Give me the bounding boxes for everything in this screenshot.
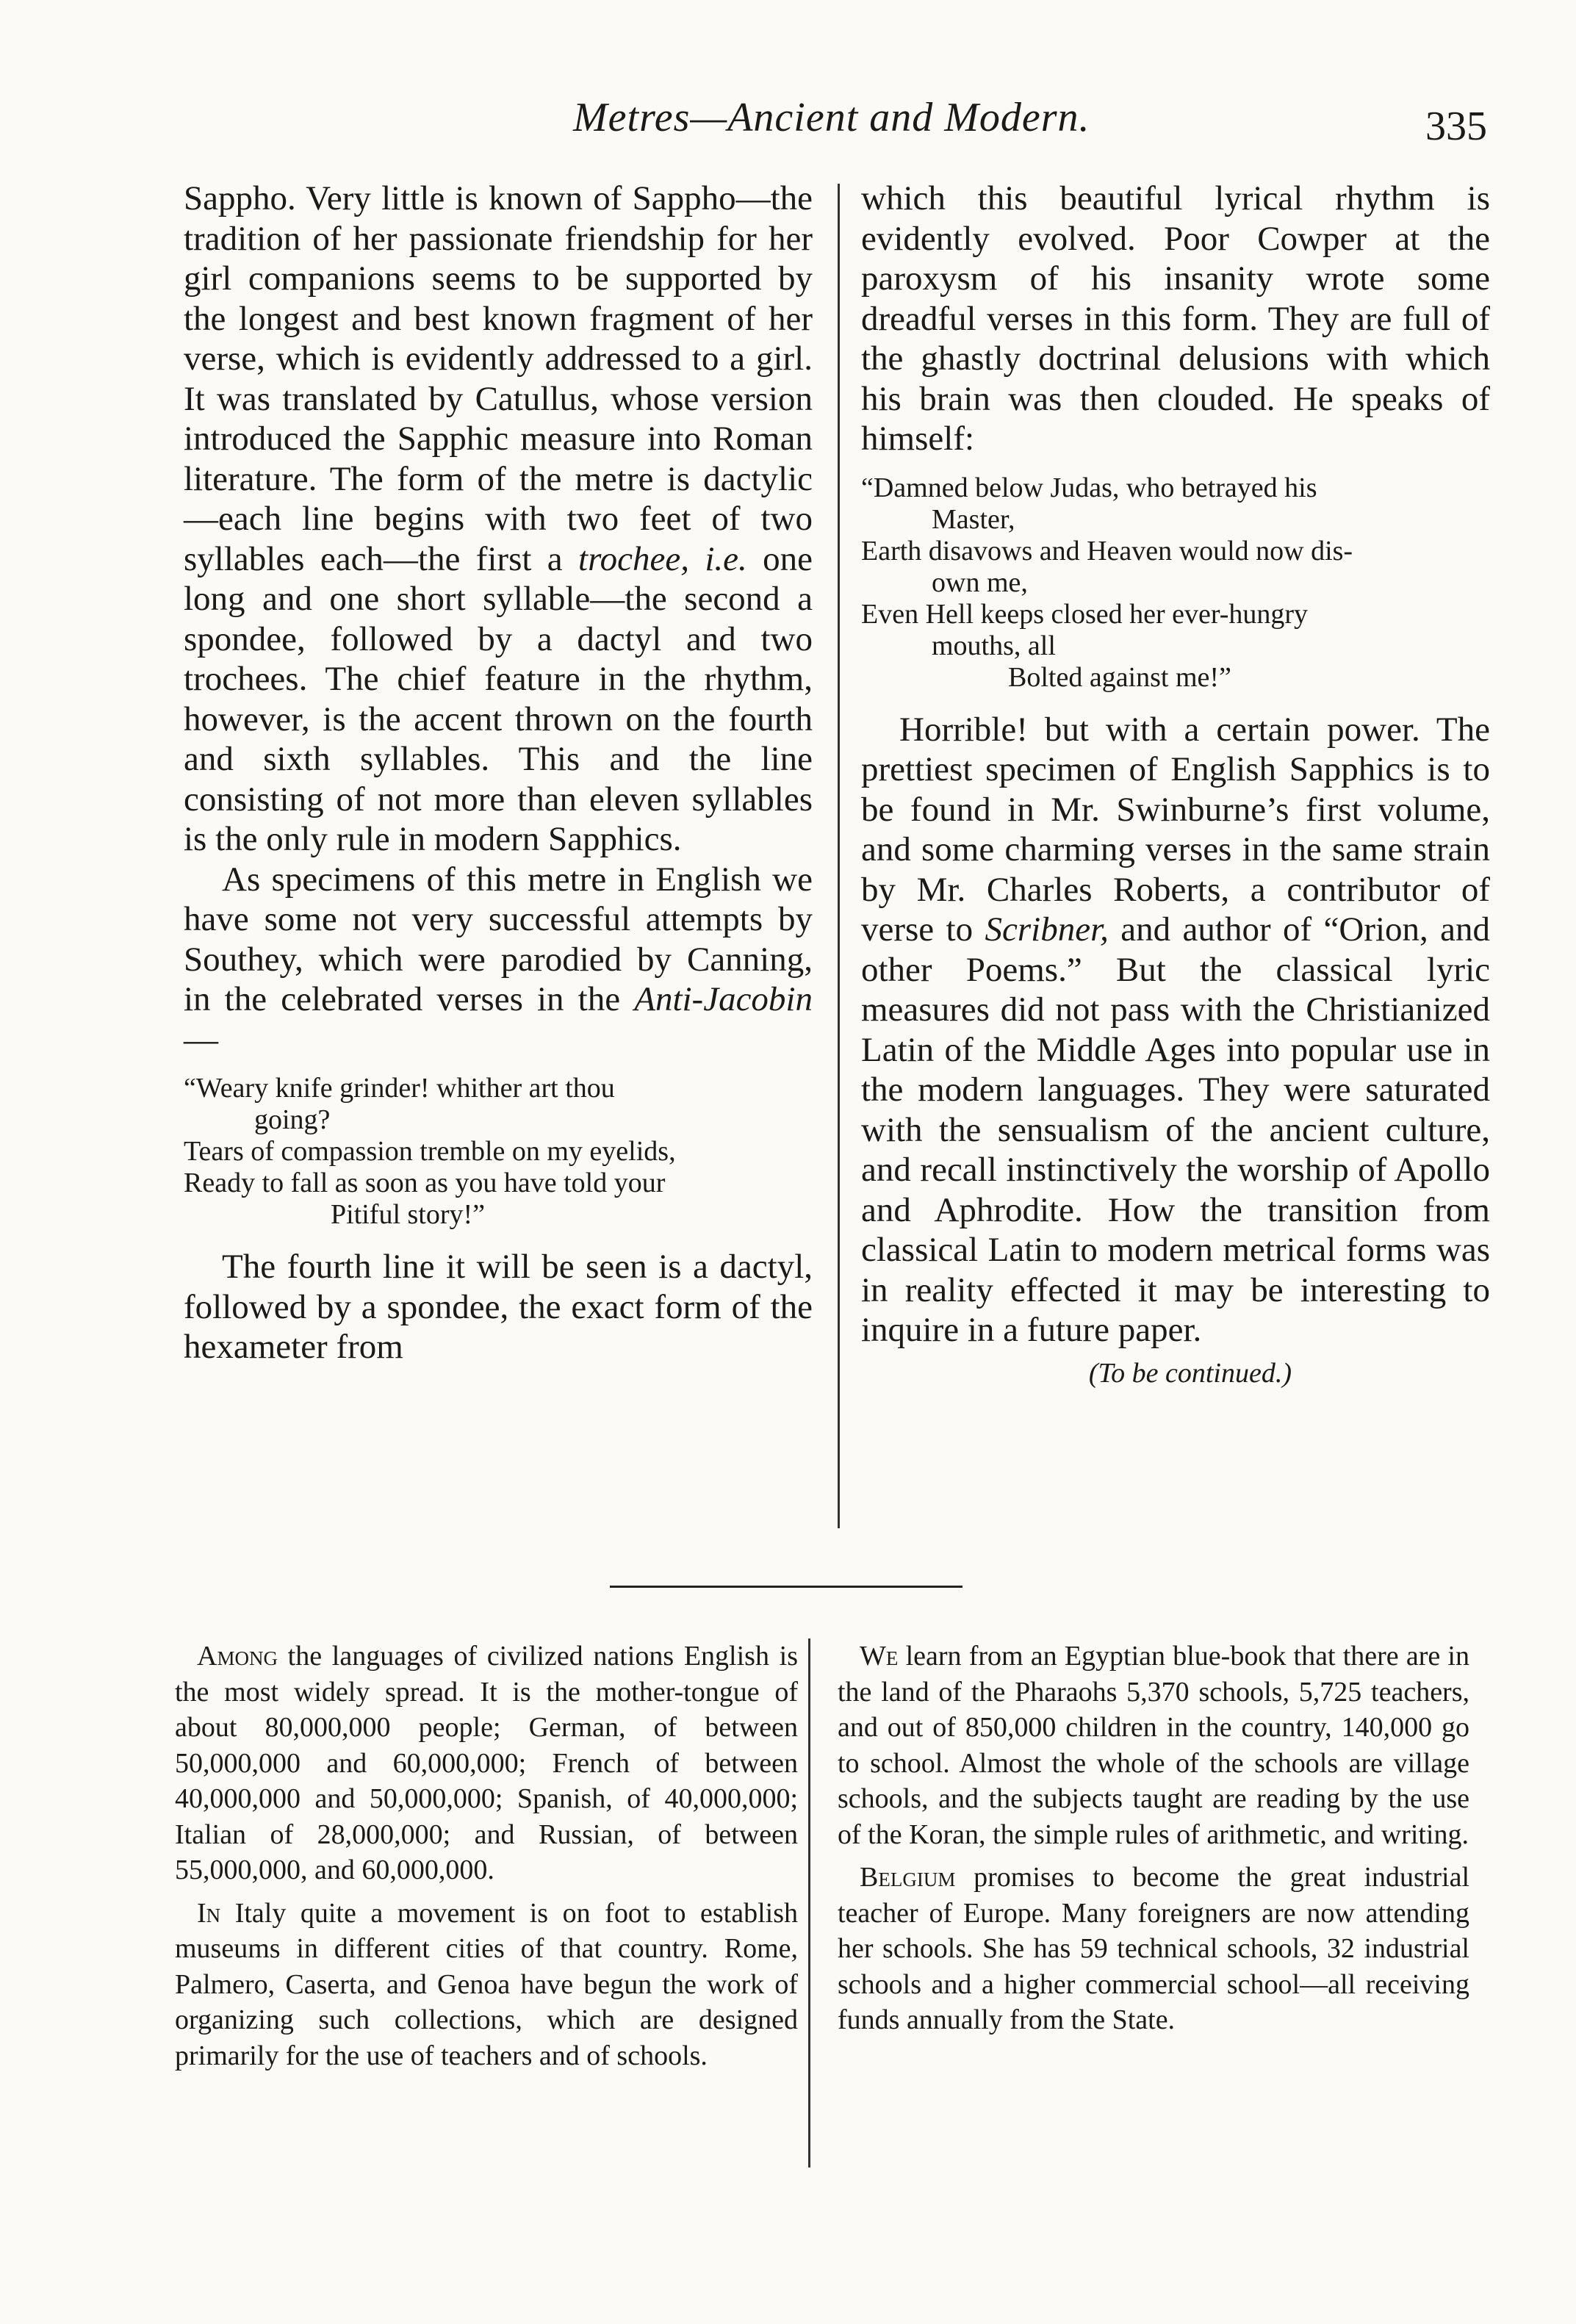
news-text: the languages of civilized nations English is the most widely spread. It is the mother-tongue of about 80,000,000 people; German, of between 50,000,000 and 60,000,000; French of between 40,000,000 and 50,000,000; Spanish, of 40,000,000; Italian of 28,000,000; and Russian, of between 55,000,000, and 60,000,000. [175,1641,798,1885]
news-lead-word: Among [197,1641,278,1672]
verse-line: “Weary knife grinder! whither art thou [184,1073,615,1104]
paragraph [184,179,813,860]
paragraph-text: Horrible! but with a certain power. The prettiest specimen of English Sapphics is to be found in Mr. Swinburne’s first volume, and some charming verses in the same strain by Mr. Charles Roberts, a contributor of verse to [861,710,1490,949]
section-divider [610,1586,962,1588]
news-item [838,1860,1469,2038]
news-lead-word: We [860,1641,899,1672]
news-text: learn from an Egyptian blue-book that there are in the land of the Pharaohs 5,370 schools, 5,725 teachers, and out of 850,000 children in the country, 140,000 go to school. Almost the whole of the schools are village schools, and the subjects taught are reading by the use of the Koran, the simple rules of arithmetic, and writing. [838,1641,1469,1850]
news-right-column [838,1638,1469,2046]
verse-line: going? [254,1104,331,1135]
paragraph [861,179,1490,459]
page-number: 335 [1425,104,1487,149]
quoted-verse [861,472,1490,694]
verse-line: own me, [932,566,1028,598]
term-trochee: trochee, i.e. [578,539,747,578]
verse-line: Even Hell keeps closed her ever-hungry [861,598,1309,630]
column-divider [808,1638,810,2167]
article-left-column [184,179,813,1367]
work-title: Anti-Jacobin [634,980,813,1018]
verse-line: Tears of compassion tremble on my eyelids, [184,1136,676,1167]
dash: — [184,1020,218,1059]
news-item [838,1638,1469,1852]
verse-line: mouths, all [932,630,1056,661]
verse-line: Earth disavows and Heaven would now dis- [861,535,1353,566]
paragraph-text: and author of “Orion, and other Poems.” But the classical lyric measures did not pass with the Christianized Latin of the Middle Ages into popular use in the modern languages. They were saturated with the sensualism of the ancient culture, and recall instinctively the worship of Apollo and Aphrodite. How the transition from classical Latin to modern metrical forms was in reality effected it may be interesting to inquire in a future paper. [861,910,1491,1349]
news-lead-word: In [197,1897,221,1929]
running-title: Metres—Ancient and Modern. [573,95,1090,140]
news-text: promises to become the great industrial teacher of Europe. Many foreigners are now attending her schools. She has 59 technical schools, 32 industrial schools and a higher commercial school—all receiving funds annually from the State. [838,1862,1469,2035]
news-left-column [175,1638,798,2081]
article-right-column [861,179,1490,1393]
column-divider [838,184,840,1528]
verse-line: Bolted against me!” [1008,661,1231,693]
paragraph-text: The fourth line it will be seen is a dactyl, followed by a spondee, the exact form of the hexameter from [184,1248,813,1366]
paragraph-text: Sappho. Very little is known of Sappho—the tradition of her passionate friendship for her girl companions seems to be supported by the longest and best known fragment of her verse, which is evidently addressed to a girl. It was translated by Catullus, whose version introduced the Sapphic measure into Roman literature. The form of the metre is dactylic—each line begins with two feet of two syllables each—the first a [184,179,813,578]
paragraph [184,1247,813,1367]
verse-line: Ready to fall as soon as you have told your [184,1168,666,1198]
news-item [175,1896,798,2074]
paragraph [184,860,813,1060]
to-be-continued: (To be continued.) [1088,1357,1292,1389]
paragraph-text: which this beautiful lyrical rhythm is evidently evolved. Poor Cowper at the paroxysm of his insanity wrote some dreadful verses in this form. They are full of the ghastly doctrinal delusions with which his brain was then clouded. He speaks of himself: [861,179,1490,458]
news-item [175,1638,798,1888]
verse-line: Master, [932,503,1015,535]
paragraph [861,710,1490,1350]
paragraph-text: As specimens of this metre in English we have some not very successful attempts by Southey, which were parodied by Canning, in the celebrated verses in the [184,860,813,1018]
verse-line: “Damned below Judas, who betrayed his [861,472,1317,503]
quoted-verse [184,1073,813,1231]
paragraph-text: one long and one short syllable—the second a spondee, followed by a dactyl and two trochees. The chief feature in the rhythm, however, is the accent thrown on the fourth and sixth syllables. This and the line consisting of not more than eleven syllables is the only rule in modern Sapphics. [184,539,813,858]
magazine-title: Scribner, [985,910,1109,949]
news-lead-word: Belgium [860,1862,956,1893]
news-text: Italy quite a movement is on foot to establish museums in different cities of that country. Rome, Palmero, Caserta, and Genoa have begun the work of organizing such collections, which are designed primarily for the use of teachers and of schools. [175,1897,798,2071]
verse-line: Pitiful story!” [331,1199,486,1230]
